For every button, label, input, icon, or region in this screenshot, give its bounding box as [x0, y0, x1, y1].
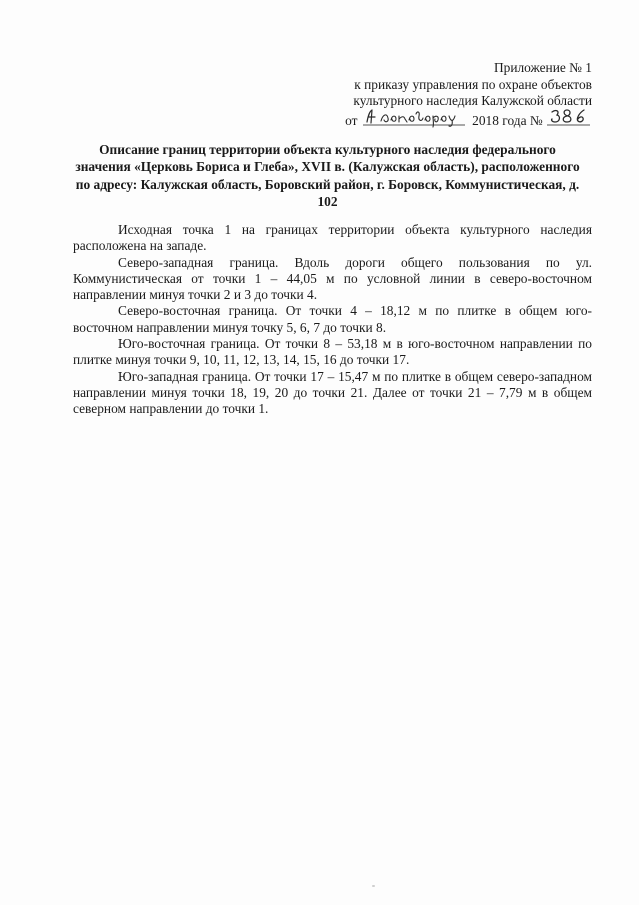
appendix-date-line	[292, 110, 592, 130]
document-title: Описание границ территории объекта культурного наследия федерального значения «Церковь Бориса и Глеба», XVII в. (Калужская область), расположенного по адресу: Калужская область, Боровский район, г. Боровск, Коммунистическая, д. 102	[75, 142, 580, 210]
date-prefix: от	[345, 112, 358, 128]
paragraph-southwest-border: Юго-западная граница. От точки 17 – 15,47 м по плитке в общем северо-западном направлении минуя точки 18, 19, 20 до точки 21. Далее от точки 21 – 7,79 м в общем северном направлении до точки 1.	[73, 368, 592, 417]
appendix-order-reference: к приказу управления по охране объектов	[354, 76, 592, 92]
appendix-title: Приложение № 1	[493, 60, 592, 75]
handwritten-number-signature	[546, 108, 592, 128]
appendix-authority: культурного наследия Калужской области	[353, 93, 592, 109]
paragraph-northeast-border: Северо-восточная граница. От точки 4 – 18,12 м по плитке в общем юго-восточном направлении минуя точку 5, 6, 7 до точки 8.	[73, 303, 592, 335]
paragraph-northwest-border: Северо-западная граница. Вдоль дороги общего пользования по ул. Коммунистическая от точки 1 – 44,05 м по условной линии в северо-восточном направлении минуя точки 2 и 3 до точки 4.	[73, 254, 592, 303]
handwritten-number	[546, 110, 592, 125]
paragraph-southeast-border: Юго-восточная граница. От точки 8 – 53,18 м в юго-восточном направлении по плитке минуя точки 9, 10, 11, 12, 13, 14, 15, 16 до точки 17.	[73, 336, 592, 368]
boundary-description	[73, 222, 592, 418]
handwritten-date	[361, 110, 469, 125]
handwritten-date-signature	[361, 108, 469, 128]
date-year-label: 2018 года №	[472, 112, 543, 128]
paragraph-start-point: Исходная точка 1 на границах территории объекта культурного наследия расположена на западе.	[73, 222, 592, 254]
scan-artifact	[372, 885, 375, 887]
appendix-header	[292, 60, 592, 129]
